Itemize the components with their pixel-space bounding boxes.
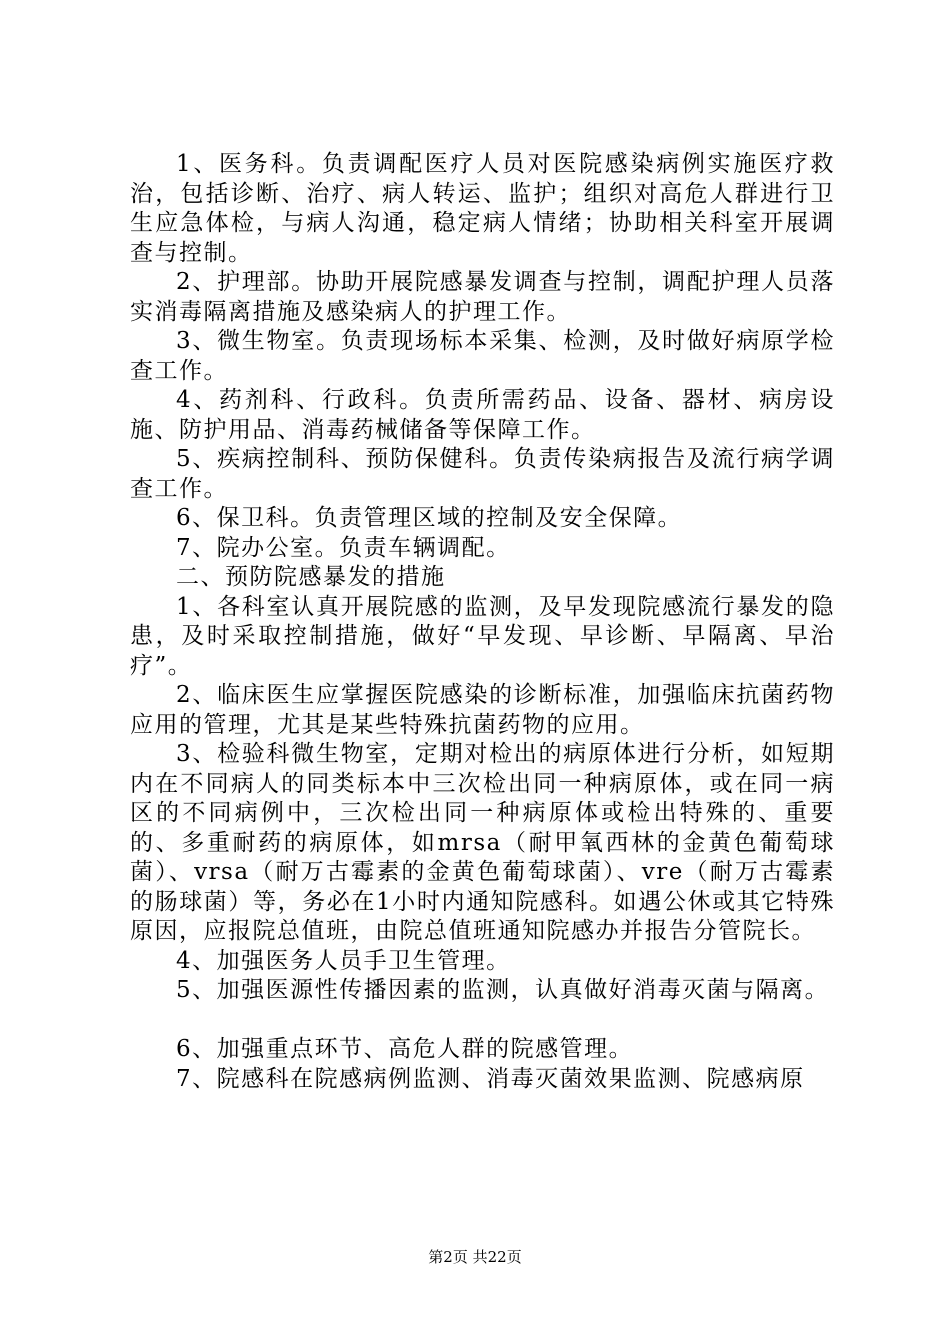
paragraph-measure-7: 7、院感科在院感病例监测、消毒灭菌效果监测、院感病原 [176, 1065, 805, 1092]
paragraph-measure-1: 1、各科室认真开展院感的监测，及早发现院感流行暴发的隐患，及时采取控制措施，做好“早发现、早诊断、早隔离、早治疗”。 [130, 593, 835, 679]
paragraph-security: 6、保卫科。负责管理区域的控制及安全保障。 [176, 505, 683, 531]
paragraph-microbiology: 3、微生物室。负责现场标本采集、检测，及时做好病原学检查工作。 [130, 328, 835, 384]
paragraph-medical-affairs: 1、医务科。负责调配医疗人员对医院感染病例实施医疗救治，包括诊断、治疗、病人转运、监护；组织对高危人群进行卫生应急体检，与病人沟通，稳定病人情绪；协助相关科室开展调查与控制。 [130, 151, 835, 266]
paragraph-disease-control: 5、疾病控制科、预防保健科。负责传染病报告及流行病学调查工作。 [130, 446, 835, 502]
paragraph-measure-4: 4、加强医务人员手卫生管理。 [176, 947, 511, 974]
document-body [130, 150, 835, 1094]
paragraph-office: 7、院办公室。负责车辆调配。 [176, 534, 511, 561]
paragraph-measure-5: 5、加强医源性传播因素的监测，认真做好消毒灭菌与隔离。 [176, 977, 830, 1003]
page-footer: 第2页 共22页 [428, 1248, 522, 1266]
paragraph-pharmacy: 4、药剂科、行政科。负责所需药品、设备、器材、病房设施、防护用品、消毒药械储备等保障工作。 [130, 387, 835, 443]
paragraph-nursing: 2、护理部。协助开展院感暴发调查与控制，调配护理人员落实消毒隔离措施及感染病人的护理工作。 [130, 269, 835, 325]
paragraph-measure-2: 2、临床医生应掌握医院感染的诊断标准，加强临床抗菌药物应用的管理，尤其是某些特殊抗菌药物的应用。 [130, 682, 835, 738]
paragraph-measure-6: 6、加强重点环节、高危人群的院感管理。 [176, 1036, 634, 1062]
paragraph-measure-3: 3、检验科微生物室，定期对检出的病原体进行分析，如短期内在不同病人的同类标本中三次检出同一种病原体，或在同一病区的不同病例中，三次检出同一种病原体或检出特殊的、重要的、多重耐药的病原体，如mrsa（耐甲氧西林的金黄色葡萄球菌）、vrsa（耐万古霉素的金黄色葡萄球菌）、vre（耐万古霉素的肠球菌）等，务必在1小时内通知院感科。如遇公休或其它特殊原因，应报院总值班，由院总值班通知院感办并报告分管院长。 [130, 741, 835, 944]
blank-line [130, 1006, 835, 1036]
section-heading: 二、预防院感暴发的措施 [176, 564, 446, 590]
